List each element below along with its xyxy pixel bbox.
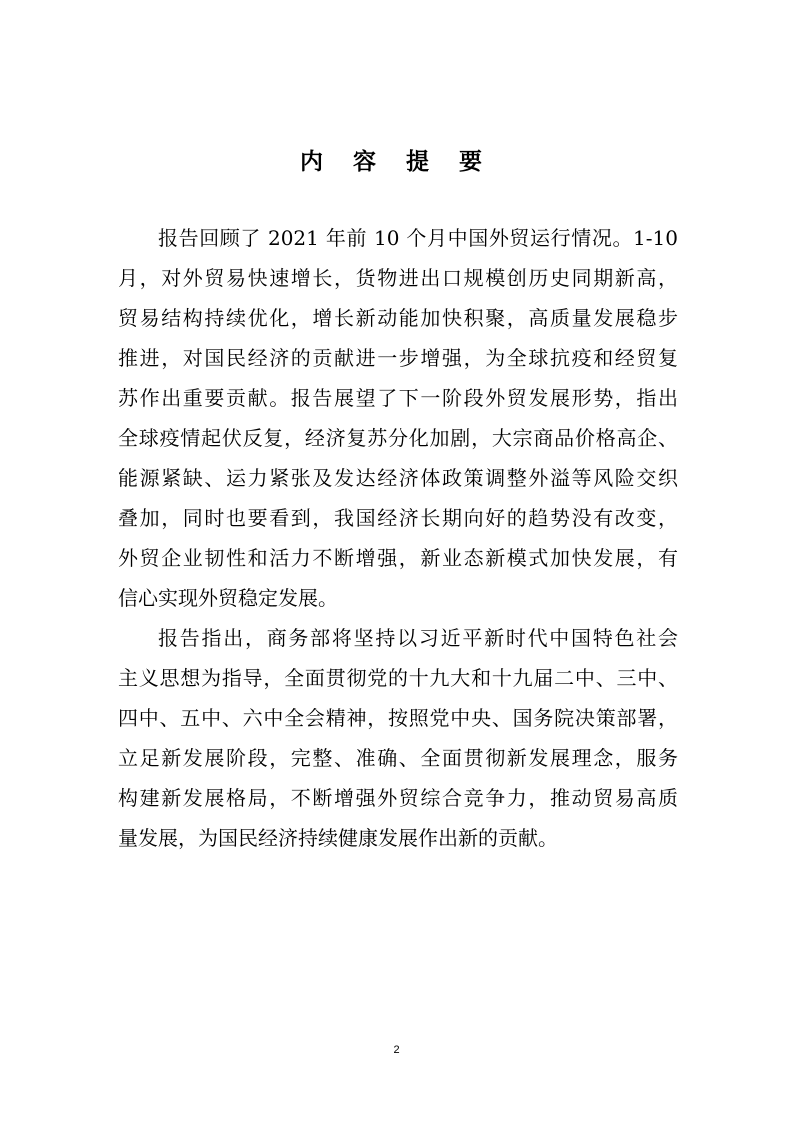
text-line: 量发展，为国民经济持续健康发展作出新的贡献。 <box>118 826 558 850</box>
text-line: 外贸企业韧性和活力不断增强，新业态新模式加快发展，有 <box>118 546 678 570</box>
text-line: 四中、五中、六中全会精神，按照党中央、国务院决策部署， <box>118 706 678 730</box>
page-title: 内 容 提 要 <box>299 149 494 175</box>
paragraph-1 <box>118 218 678 618</box>
text-line: 月，对外贸易快速增长，货物进出口规模创历史同期新高， <box>118 266 678 290</box>
summary-body <box>118 218 678 858</box>
text-line: 推进，对国民经济的贡献进一步增强，为全球抗疫和经贸复 <box>118 346 678 370</box>
page-number: 2 <box>393 1044 400 1056</box>
text-line: 报告指出，商务部将坚持以习近平新时代中国特色社会 <box>158 626 678 650</box>
text-line: 全球疫情起伏反复，经济复苏分化加剧，大宗商品价格高企、 <box>118 426 678 450</box>
text-line: 主义思想为指导，全面贯彻党的十九大和十九届二中、三中、 <box>118 666 678 690</box>
text-line: 报告回顾了 2021 年前 10 个月中国外贸运行情况。1-10 <box>158 226 678 250</box>
text-line: 能源紧缺、运力紧张及发达经济体政策调整外溢等风险交织 <box>118 466 678 490</box>
text-line: 苏作出重要贡献。报告展望了下一阶段外贸发展形势，指出 <box>118 386 678 410</box>
text-line: 信心实现外贸稳定发展。 <box>118 586 338 610</box>
paragraph-2 <box>118 618 678 858</box>
text-line: 立足新发展阶段，完整、准确、全面贯彻新发展理念，服务 <box>118 746 678 770</box>
text-line: 贸易结构持续优化，增长新动能加快积聚，高质量发展稳步 <box>118 306 678 330</box>
text-line: 构建新发展格局，不断增强外贸综合竞争力，推动贸易高质 <box>118 786 678 810</box>
text-line: 叠加，同时也要看到，我国经济长期向好的趋势没有改变， <box>118 506 678 530</box>
